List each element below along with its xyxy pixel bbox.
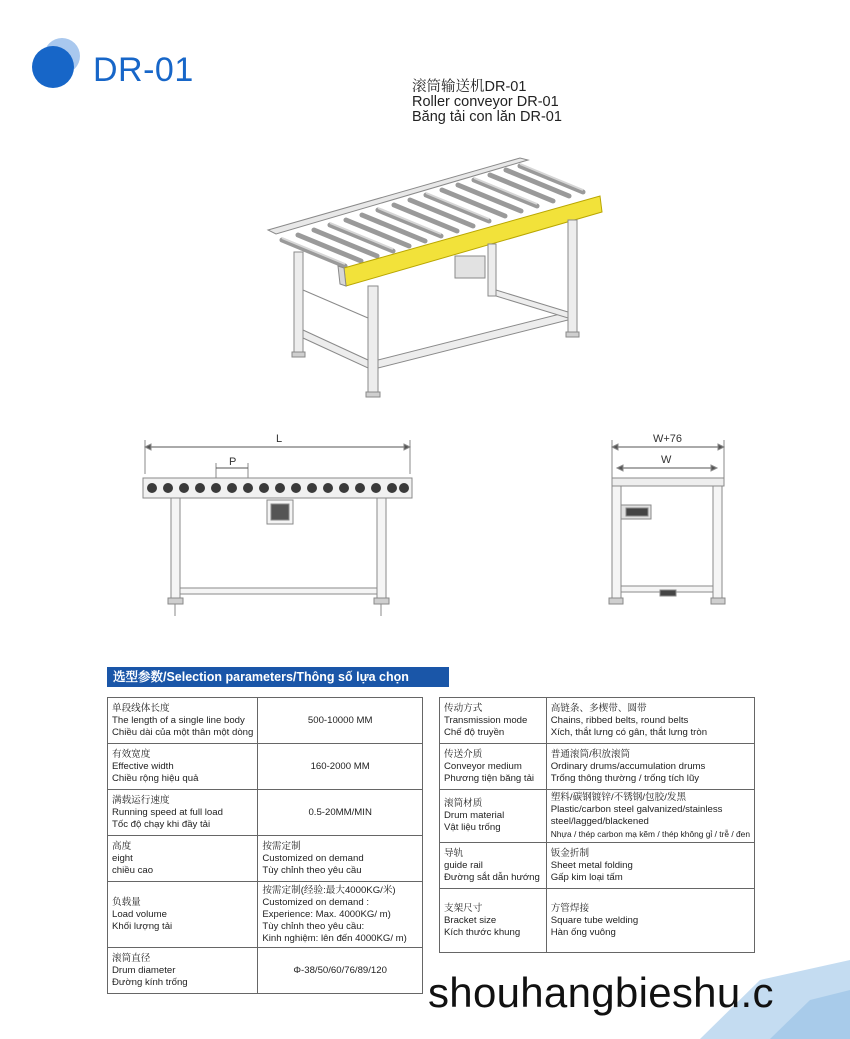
spec-key bbox=[108, 882, 258, 948]
spec-value-line: Tùy chỉnh theo yêu cầu bbox=[262, 864, 362, 876]
spec-row bbox=[440, 843, 755, 889]
spec-key-line: The length of a single line body bbox=[112, 714, 245, 726]
side-view bbox=[143, 440, 412, 616]
spec-table-left bbox=[107, 697, 423, 994]
spec-key-line: guide rail bbox=[444, 859, 483, 871]
spec-key bbox=[440, 744, 547, 790]
spec-key-line: 滚筒材质 bbox=[444, 798, 483, 809]
spec-value-line: Nhựa / thép carbon mạ kẽm / thép không gỉ / trễ / đen bbox=[550, 829, 750, 839]
spec-key-line: Transmission mode bbox=[444, 714, 528, 726]
title-cn: 滚筒输送机DR-01 bbox=[412, 79, 527, 95]
spec-value-line: 塑料/碳钢镀锌/不锈钢/包胶/发黑 bbox=[550, 792, 687, 803]
spec-key-line: Load volume bbox=[112, 908, 167, 920]
spec-key-line: 传送介质 bbox=[444, 748, 483, 760]
spec-key bbox=[440, 843, 547, 889]
spec-row bbox=[108, 698, 423, 744]
spec-key-line: 支架尺寸 bbox=[444, 902, 483, 914]
spec-key-line: Effective width bbox=[112, 760, 174, 772]
spec-key-line: 传动方式 bbox=[444, 702, 483, 714]
spec-key bbox=[108, 948, 258, 994]
spec-key-line: Đường sắt dẫn hướng bbox=[444, 871, 540, 883]
spec-value-line: 钣金折制 bbox=[550, 847, 590, 859]
spec-value-line: Experience: Max. 4000KG/ m) bbox=[262, 908, 391, 920]
dim-pitch-label: P bbox=[229, 456, 237, 468]
spec-key-line: chiều cao bbox=[112, 864, 154, 876]
spec-value-line: Tùy chỉnh theo yêu cầu: bbox=[262, 920, 365, 932]
spec-key-line: Phương tiện băng tải bbox=[444, 772, 535, 784]
spec-value-line: Kinh nghiệm: lên đến 4000KG/ m) bbox=[262, 932, 407, 944]
spec-value-line: 0.5-20MM/MIN bbox=[308, 806, 372, 818]
spec-value-line: Hàn ống vuông bbox=[550, 926, 616, 938]
spec-key-line: eight bbox=[112, 852, 133, 864]
spec-key-line: 负载量 bbox=[112, 896, 141, 908]
spec-value-line: Customized on demand : bbox=[262, 896, 369, 908]
spec-value-line: Chains, ribbed belts, round belts bbox=[550, 714, 689, 726]
spec-row bbox=[108, 790, 423, 836]
spec-value-line: Square tube welding bbox=[550, 914, 639, 926]
spec-key bbox=[440, 889, 547, 953]
spec-value-line: Xích, thắt lưng có gân, thắt lưng tròn bbox=[550, 726, 708, 738]
spec-table-right bbox=[439, 697, 755, 953]
spec-row bbox=[108, 744, 423, 790]
spec-key-line: 高度 bbox=[112, 840, 132, 852]
spec-row bbox=[440, 744, 755, 790]
spec-key-line: Chiều rộng hiệu quả bbox=[112, 772, 199, 784]
spec-key-line: 满载运行速度 bbox=[112, 794, 170, 806]
spec-value-line: 高链条、多楔带、圆带 bbox=[550, 702, 647, 714]
spec-key-line: Drum diameter bbox=[112, 964, 176, 976]
spec-value-line: 160-2000 MM bbox=[310, 760, 370, 772]
spec-value bbox=[546, 889, 754, 953]
isometric-view bbox=[268, 158, 602, 397]
spec-key-line: 有效宽度 bbox=[112, 748, 151, 760]
spec-key-line: Kích thước khung bbox=[444, 926, 521, 938]
spec-key-line: Conveyor medium bbox=[444, 760, 522, 772]
spec-value-line: Φ-38/50/60/76/89/120 bbox=[293, 964, 387, 976]
dim-total-width-label: W+76 bbox=[653, 433, 683, 445]
spec-value bbox=[546, 843, 754, 889]
spec-key-line: Tốc độ chạy khi đầy tải bbox=[112, 818, 211, 830]
spec-value-line: steel/lagged/blackened bbox=[550, 816, 649, 827]
spec-key bbox=[108, 836, 258, 882]
dim-width-label: W bbox=[661, 454, 672, 466]
spec-key-line: 导轨 bbox=[444, 847, 464, 859]
dim-length-label: L bbox=[276, 433, 283, 445]
spec-value bbox=[546, 698, 754, 744]
spec-value bbox=[258, 836, 423, 882]
spec-value-line: 方管焊接 bbox=[550, 902, 590, 914]
spec-value bbox=[258, 948, 423, 994]
watermark-text: shouhangbieshu.c bbox=[428, 969, 774, 1016]
spec-row bbox=[440, 790, 755, 843]
spec-value bbox=[258, 790, 423, 836]
spec-key bbox=[108, 744, 258, 790]
spec-key-line: Đường kính trống bbox=[112, 976, 188, 988]
selection-parameters-heading: 选型参数/Selection parameters/Thông số lựa chọn bbox=[107, 667, 449, 687]
title-en: Roller conveyor DR-01 bbox=[412, 94, 559, 110]
spec-key-line: Drum material bbox=[444, 810, 505, 821]
spec-key bbox=[440, 790, 547, 843]
spec-value bbox=[546, 744, 754, 790]
spec-row bbox=[108, 948, 423, 994]
spec-key-line: Bracket size bbox=[444, 914, 497, 926]
spec-value-line: 按需定制 bbox=[262, 840, 301, 852]
spec-row bbox=[440, 698, 755, 744]
spec-value-line: Sheet metal folding bbox=[550, 859, 633, 871]
spec-key-line: 滚筒直径 bbox=[112, 952, 151, 964]
spec-key bbox=[440, 698, 547, 744]
spec-value bbox=[258, 882, 423, 948]
spec-key bbox=[108, 698, 258, 744]
spec-row bbox=[440, 889, 755, 953]
spec-key-line: Running speed at full load bbox=[112, 806, 223, 818]
spec-value-line: 500-10000 MM bbox=[307, 714, 373, 726]
title-vi: Băng tải con lăn DR-01 bbox=[412, 109, 562, 125]
spec-row bbox=[108, 882, 423, 948]
spec-value-line: Customized on demand bbox=[262, 852, 364, 864]
spec-value bbox=[546, 790, 754, 843]
spec-value-line: Trống thông thường / trống tích lũy bbox=[550, 772, 700, 784]
spec-value-line: 按需定制(经验:最大4000KG/米) bbox=[262, 884, 396, 896]
spec-key-line: Chế độ truyền bbox=[444, 726, 505, 738]
spec-key-line: Chiều dài của một thân một dòng bbox=[112, 726, 254, 738]
spec-value-line: Gấp kim loại tấm bbox=[550, 871, 623, 883]
spec-key-line: 单段线体长度 bbox=[112, 702, 170, 714]
spec-value-line: 普通滚筒/积放滚筒 bbox=[550, 748, 631, 760]
spec-value-line: Plastic/carbon steel galvanized/stainless bbox=[550, 804, 723, 815]
spec-key-line: Vật liệu trống bbox=[444, 822, 501, 833]
spec-value bbox=[258, 744, 423, 790]
model-code: DR-01 bbox=[93, 51, 194, 89]
spec-key-line: Khối lượng tải bbox=[112, 920, 173, 932]
spec-row bbox=[108, 836, 423, 882]
spec-value-line: Ordinary drums/accumulation drums bbox=[550, 760, 706, 772]
spec-value bbox=[258, 698, 423, 744]
spec-key bbox=[108, 790, 258, 836]
